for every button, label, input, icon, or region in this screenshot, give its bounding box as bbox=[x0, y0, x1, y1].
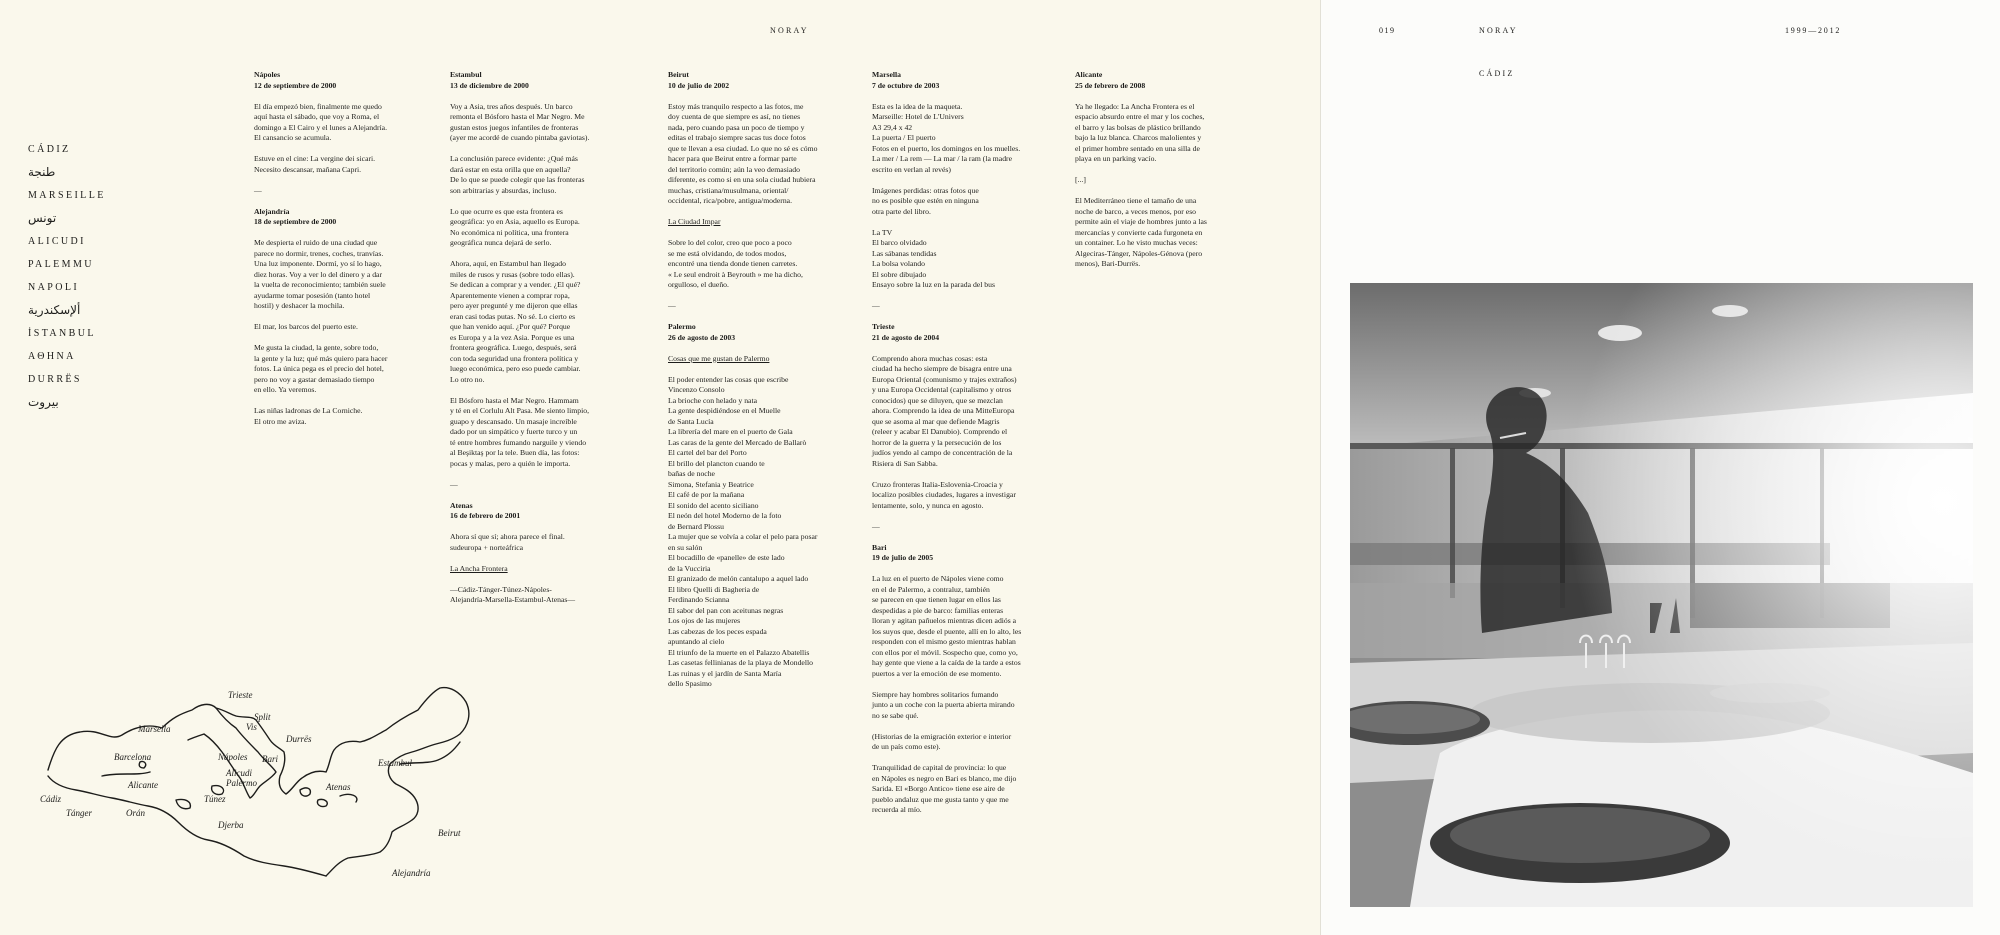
entry-heading: Atenas 16 de febrero de 2001 bbox=[450, 500, 521, 520]
map-label-oran: Orán bbox=[126, 808, 146, 818]
entry-text: La conclusión parece evidente: ¿Qué más dará estar en esta orilla que en aquella? De lo que se puede colegir que las fronteras son arbitrarias y absurdas, incluso. bbox=[450, 154, 585, 195]
entry-text: Ahora sí que sí; ahora parece el final. sudeuropa + norteáfrica bbox=[450, 532, 565, 552]
map-label-alicudi: Alicudi bbox=[226, 768, 252, 778]
city-label: CÁDIZ bbox=[28, 144, 71, 155]
diary-column bbox=[1075, 70, 1257, 280]
chapter-city: CÁDIZ bbox=[1479, 69, 1515, 78]
map-label-tanger: Tánger bbox=[66, 808, 93, 818]
map-label-trieste: Trieste bbox=[228, 690, 253, 700]
map-label-bari: Bari bbox=[262, 754, 279, 764]
underlined-title: Cosas que me gustan de Palermo bbox=[668, 353, 770, 363]
entry-text: Voy a Asia, tres años después. Un barco remonta el Bósforo hasta el Mar Negro. Me gustan estos juegos infantiles de fronteras (ayer me acordé de cuando pintaba gaviotas). bbox=[450, 101, 590, 142]
entry-text: La TV El barco olvidado Las sábanas tendidas La bolsa volando El sobre dibujado Ensayo sobre la luz en la parada del bus bbox=[872, 227, 995, 289]
map-label-vis: Vis bbox=[246, 722, 257, 732]
city-label: DURRËS bbox=[28, 374, 82, 385]
city-label: NAPOLI bbox=[28, 282, 80, 293]
entry-heading: Marsella 7 de octubre de 2003 bbox=[872, 70, 940, 90]
entry-text: Ahora, aquí, en Estambul han llegado miles de rusos y rusas (sobre todo ellas). Se dedican a comprar y a vender. ¿El qué? Aparentemente vienen a comprar ropa, pero ayer pregunté y me dijeron que ellas eran casi todas putas. No sé. Lo cierto es que han venido aquí. ¿Por qué? Porque es Europa y a la vez Asia. Porque es una frontera geográfica. Luego, después, será con toda seguridad una frontera política y luego económica, pero eso puede cambiar. Lo otro no. bbox=[450, 259, 581, 384]
entry-text: Cruzo fronteras Italia-Eslovenia-Croacia y localizo posibles ciudades, lugares a investigar lentamente, solo, y nunca en agosto. bbox=[872, 479, 1016, 510]
entry-text: El Bósforo hasta el Mar Negro. Hammam y té en el Corlulu Alt Pasa. Me siento limpio, guapo y descansado. Un masaje increíble dado por un simpático y fuerte turco y un té entre hombres fumando narguile y viendo al Beşiktaş por la tele. Buen día, las fotos: pocas y malas, pero a quién le importa. bbox=[450, 395, 590, 468]
city-label: ΑΘΗΝΑ bbox=[28, 351, 76, 362]
map-label-marsella: Marsella bbox=[138, 724, 171, 734]
entry-heading: Alejandría 18 de septiembre de 2000 bbox=[254, 206, 337, 226]
entry-text: Estoy más tranquilo respecto a las fotos, me doy cuenta de que siempre es así, no tienes nada, pero cuando pasa un poco de tiempo y editas el trabajo siempre sacas tus doce fotos que te llevan a esa ciudad. Lo que no sé es cómo hacer para que Beirut entre a formar parte del territorio común; aún la veo demasiado diferente, es como si en una sola ciudad hubiera muchas, cristiana/musulmana, oriental/ occidental, rica/pobre, antigua/moderna. bbox=[668, 101, 818, 205]
hand-drawn-mediterranean-map bbox=[40, 680, 480, 890]
entry-text: Tranquilidad de capital de provincia: lo que en Nápoles es negro en Bari es blanco, me dijo Sarida. El «Borgo Antico» tiene ese aire de pueblo andaluz que me gusta tanto y que me recuerda al mío. bbox=[872, 763, 1017, 814]
city-label: طنجة bbox=[28, 165, 56, 179]
map-label-split: Split bbox=[254, 712, 271, 722]
map-label-cadiz: Cádiz bbox=[40, 794, 62, 804]
entry-text: Sobre lo del color, creo que poco a poco se me está olvidando, de todos modos, encontré una tienda donde tienen carretes. « Le seul endroit à Beyrouth » me ha dicho, orgulloso, el dueño. bbox=[668, 238, 803, 289]
entry-heading: Trieste 21 de agosto de 2004 bbox=[872, 322, 940, 342]
page-number: 019 bbox=[1379, 26, 1396, 35]
underlined-title: La Ancha Frontera bbox=[450, 563, 508, 573]
city-label: MARSEILLE bbox=[28, 190, 106, 201]
entry-text: Me gusta la ciudad, la gente, sobre todo, la gente y la luz; qué más quiero para hacer fotos. La única pega es el precio del hotel, pero no voy a gastar demasiado tiempo en ello. Ya veremos. bbox=[254, 343, 388, 394]
entry-text: Estuve en el cine: La vergine dei sicari. Necesito descansar, mañana Capri. bbox=[254, 154, 376, 174]
entry-text: Siempre hay hombres solitarios fumando junto a un coche con la puerta abierta mirando no se sabe qué. bbox=[872, 689, 1015, 720]
year-range: 1999—2012 bbox=[1785, 26, 1842, 35]
map-label-alicante: Alicante bbox=[128, 780, 158, 790]
entry-text: La luz en el puerto de Nápoles viene como en el de Palermo, a contraluz, también se parecen en que tienen lugar en ellos las despedidas a pie de barco: familias enteras lloran y agitan pañuelos mientras dicen adiós a los suyos que, desde el puente, allí en lo alto, les responden con el mismo gesto mientras hablan con ellos por el móvil. Sospecho que, como yo, hay gente que viene a la caída de la tarde a estos puertos a ver la emoción de ese momento. bbox=[872, 574, 1022, 678]
entry-text: — bbox=[872, 521, 880, 531]
entry-text: — bbox=[872, 301, 880, 310]
diary-column bbox=[872, 70, 1054, 826]
entry-heading: Nápoles 12 de septiembre de 2000 bbox=[254, 70, 337, 90]
diary-column bbox=[450, 70, 632, 616]
entry-heading: Beirut 10 de julio de 2002 bbox=[668, 70, 730, 90]
right-running-header: NORAY bbox=[1479, 26, 1518, 35]
diary-column bbox=[254, 70, 436, 438]
entry-text: Comprendo ahora muchas cosas: esta ciudad ha hecho siempre de bisagra entre una Europa Oriental (comunismo y trajes extraños) y una Europa Occidental (capitalismo y otros conocidos) que se diluyen, que se mezclan ahora. Comprendo la idea de una MitteEuropa que se asoma al mar que defiende Magris (releer y acabar El Danubio). Comprendo el horror de la guerra y la persecución de los judíos yendo al campo de concentración de la Risiera di San Sabba. bbox=[872, 353, 1017, 468]
map-label-alejandria: Alejandría bbox=[392, 868, 431, 878]
city-list bbox=[28, 138, 138, 414]
entry-text: Me despierta el ruido de una ciudad que parece no dormir, trenes, coches, tranvías. Una luz imponente. Dormí, yo sí lo hago, diez horas. Voy a ver lo del dinero y a dar la vuelta de reconocimiento; también suele ayudarme tomar posesión (tanto hotel hostil) y deshacer la mochila. bbox=[254, 238, 386, 310]
entry-text: —Cádiz-Tánger-Túnez-Nápoles- Alejandría-Marsella-Estambul-Atenas— bbox=[450, 584, 576, 604]
entry-heading: Bari 19 de julio de 2005 bbox=[872, 542, 934, 562]
map-label-atenas: Atenas bbox=[326, 782, 351, 792]
entry-text: (Historias de la emigración exterior e interior de un país como este). bbox=[872, 731, 1012, 751]
map-label-durres: Durrës bbox=[286, 734, 312, 744]
entry-text: El poder entender las cosas que escribe Vincenzo Consolo La brioche con helado y nata La gente despidiéndose en el Muelle de Santa Lucía La librería del mare en el puerto de Gala Las caras de la gente del Mercado de Ballarò El cartel del bar del Porto El brillo del plancton cuando te bañas de noche Simona, Stefania y Beatrice El café de por la mañana El sonido del acento siciliano El neón del hotel Moderno de la foto de Bernard Plossu La mujer que se volvía a colar el pelo para posar en su salón El bocadillo de «panelle» de este lado de la Vucciria El granizado de melón cantalupo a aquel lado El libro Quelli di Bagheria de Ferdinando Scianna El sabor del pan con aceitunas negras Los ojos de las mujeres Las cabezas de los peces espada apuntando al cielo El triunfo de la muerte en el Palazzo Abatellis Las casetas fellinianas de la playa de Mondello Las ruinas y el jardín de Santa María dello Spasimo bbox=[668, 374, 818, 688]
city-label: İSTANBUL bbox=[28, 328, 96, 339]
map-label-tunez: Túnez bbox=[204, 794, 226, 804]
map-label-djerba: Djerba bbox=[218, 820, 244, 830]
entry-text: — bbox=[450, 479, 458, 489]
entry-text: — bbox=[254, 185, 262, 195]
entry-text: Imágenes perdidas: otras fotos que no es posible que estén en ninguna otra parte del libro. bbox=[872, 185, 979, 216]
entry-text: Lo que ocurre es que esta frontera es geográfica: yo en Asia, aquello es Europa. No económica ni política, una frontera geográfica nunca dejará de serlo. bbox=[450, 206, 580, 247]
entry-text: El mar, los barcos del puerto este. bbox=[254, 322, 358, 331]
entry-text: El Mediterráneo tiene el tamaño de una noche de barco, a veces menos, por eso permite aún el viaje de hombres junto a las mercancías y convierte cada furgoneta en un container. Lo he visto muchas veces: Algeciras-Tánger, Nápoles-Génova (pero menos), Bari-Durrës. bbox=[1075, 196, 1207, 268]
entry-text: El día empezó bien, finalmente me quedo aquí hasta el sábado, que voy a Roma, el domingo a El Cairo y el lunes a Alejandría. El cansancio se acumula. bbox=[254, 101, 388, 142]
right-page bbox=[1320, 0, 2000, 935]
left-running-header: NORAY bbox=[770, 26, 809, 35]
city-label: PALEMMU bbox=[28, 259, 94, 270]
entry-text: [...] bbox=[1075, 175, 1086, 184]
map-label-beirut: Beirut bbox=[438, 828, 461, 838]
map-label-estambul: Estambul bbox=[378, 758, 413, 768]
map-label-barcelona: Barcelona bbox=[114, 752, 152, 762]
diary-column bbox=[668, 70, 850, 700]
entry-heading: Palermo 26 de agosto de 2003 bbox=[668, 322, 736, 342]
city-label: ALICUDI bbox=[28, 236, 86, 247]
city-label: بيروت bbox=[28, 395, 59, 409]
city-label: ألإسكندرية bbox=[28, 303, 81, 317]
entry-text: Ya he llegado: La Ancha Frontera es el espacio absurdo entre el mar y los coches, el barro y las bolsas de plástico brillando bajo la luz blanca. Charcos malolientes y el primer hombre sentado en una silla de playa en un parking vacío. bbox=[1075, 101, 1205, 163]
entry-text: — bbox=[668, 301, 676, 310]
map-label-palermo: Palermo bbox=[226, 778, 257, 788]
map-label-napoles: Nápoles bbox=[218, 752, 248, 762]
restaurant-window-photo bbox=[1350, 283, 1973, 907]
entry-text: Las niñas ladronas de La Corniche. El otro me aviza. bbox=[254, 406, 363, 426]
entry-heading: Alicante 25 de febrero de 2008 bbox=[1075, 70, 1146, 90]
city-label: تونس bbox=[28, 211, 57, 225]
entry-heading: Estambul 13 de diciembre de 2000 bbox=[450, 70, 529, 90]
entry-text: Esta es la idea de la maqueta. Marseille: Hotel de L'Univers A3 29,4 x 42 La puerta / El puerto Fotos en el puerto, los domingos en los muelles. La mer / La rem — La mar / la ram (la madre escrito en verlan al revés) bbox=[872, 101, 1021, 174]
underlined-title: La Ciudad Impar bbox=[668, 217, 721, 226]
